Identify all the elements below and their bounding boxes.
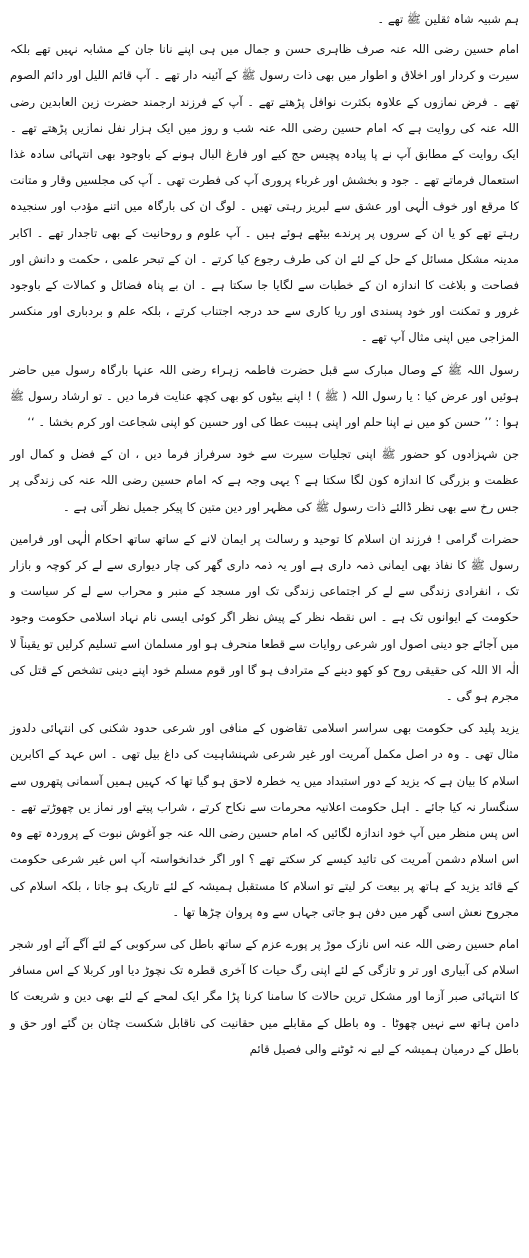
paragraph-fatima-request: رسول اللہ ﷺ کے وصال مبارک سے قبل حضرت فاطمہ زہراء رضی اللہ عنہا بارگاہ رسول میں حاضر ہوئیں اور عرض کیا : یا رسول اللہ ( ﷺ ) ! اپنے بیٹوں کو بھی کچھ عنایت فرما دیں ۔ تو ارشاد رسول ﷺ ہوا : ’’ حسن کو میں نے اپنا حلم اور اپنی ہیبت عطا کی اور حسین کو اپنی شجاعت اور کرم بخشا ۔ ‘‘ [10,362,519,430]
paragraph-excellence: جن شہزادوں کو حضور ﷺ اپنی تجلیات سیرت سے خود سرفراز فرما دیں ، ان کے فضل و کمال اور عظمت و بزرگی کا اندازہ کون لگا سکتا ہے ؟ یہی وجہ ہے کہ امام حسین رضی اللہ عنہ کی زندگی پر جس رخ سے بھی نظر ڈالئے ذات رسول ﷺ کی مظہر اور دین متین کا پیکر جمیل نظر آتی ہے ۔ [10,447,519,514]
opening-line: ہم شبیہ شاہ ثقلین ﷺ تھے ۔ [377,12,519,26]
paragraph-yazid-rule: یزید پلید کی حکومت بھی سراسر اسلامی تقاضوں کے منافی اور شرعی حدود شکنی کی انتہائی دلدوز مثال تھی ۔ وہ در اصل مکمل آمریت اور غیر شرعی شہنشاہیت کی داغ بیل تھی ۔ اس عہد کے اکابرین اسلام کا بیان ہے کہ یزید کے دور استبداد میں یہ خطرہ لاحق ہو گیا تھا کہ کہیں ہمیں آسمانی پتھروں سے سنگسار نہ کیا جائے ۔ اہل حکومت اعلانیہ محرمات سے نکاح کرتے ، شراب پیتے اور نماز یں چھوڑتے تھے ۔ اس پس منظر میں آپ خود اندازہ لگائیں کہ امام حسین رضی اللہ عنہ جو آغوش نبوت کے پروردہ تھے وہ اس اسلام دشمن آمریت کی تائید کیسے کر سکتے تھے ؟ اور اگر خدانخواستہ آپ اس غیر شرعی حکومت کے قائد یزید کے ہاتھ پر بیعت کر لیتے تو اسلام کا مستقبل ہمیشہ کے لئے تاریک ہو جاتا ، بلکہ اسلام کی مجروح نعش اسی گھر میں دفن ہو جاتی جہاں سے وہ پروان چڑھا تھا ۔ [10,721,519,919]
paragraph-hussain-stand: امام حسین رضی اللہ عنہ اس نازک موڑ پر پورے عزم کے ساتھ باطل کی سرکوبی کے لئے آگے آئے اور شجر اسلام کی آبیاری اور تر و تازگی کے لئے اپنی رگ حیات کا آخری قطرہ تک نچوڑ دیا اور کربلا کے اس مسافر کا انتہائی صبر آزما اور مشکل ترین حالات کا سامنا کرنا پڑا مگر ایک لمحے کے لئے بھی دین و شریعت کا دامن ہاتھ سے نہیں چھوٹا ۔ وہ باطل کے مقابلے میں حقانیت کی ناقابل شکست چٹان بن گئے اور حق و باطل کے درمیان ہمیشہ کے لیے نہ ٹوٹنے والی فصیل قائم [10,936,519,1056]
paragraph-character-of-imam-hussain: امام حسین رضی اللہ عنہ صرف ظاہری حسن و جمال میں ہی اپنے نانا جان کے مشابہ نہیں تھے بلکہ سیرت و کردار اور اخلاق و اطوار میں بھی ذات رسول ﷺ کے آئینہ دار تھے ۔ آپ قائم اللیل اور دائم الصوم تھے ۔ فرض نمازوں کے علاوہ بکثرت نوافل پڑھتے تھے ۔ آپ کے فرزند ارجمند حضرت زین العابدین رضی اللہ عنہ کی روایت ہے کہ امام حسین رضی اللہ عنہ شب و روز میں ایک ہزار نفل نمازیں پڑھتے تھے ۔ ایک روایت کے مطابق آپ نے پا پیادہ پچیس حج کیے اور فارغ البال ہونے کے باوجود بھی انتہائی سادہ غذا استعمال فرماتے تھے ۔ جود و بخشش اور غرباء پروری آپ کی فطرت تھی ۔ آپ کی مجلسیں وقار و متانت کا مرقع اور خوف الٰہی اور عشق سے لبریز رہتی تھیں ۔ لوگ ان کی بارگاہ میں اتنے مؤدب اور سنجیدہ رہتے تھے کو یا ان کے سروں پر پرندے بیٹھے ہوئے ہیں ۔ آپ علوم و روحانیت کے بھی تاجدار تھے ۔ اکابر مدینہ مشکل مسائل کے حل کے لئے ان کی طرف رجوع کیا کرتے ۔ ان کے تبحر علمی ، حکمت و دانش اور فصاحت و بلاغت کا اندازہ ان کے خطبات سے لگایا جا سکتا ہے ۔ ان بے پناہ فضائل و کمالات کے باوجود غرور و تمکنت اور خود پسندی اور ریا کاری سے حد درجہ اجتناب کرتے ، بلکہ علم و بردباری اور منکسر المزاجی میں اپنی مثال آپ تھے ۔ [10,42,519,345]
paragraph-islamic-duty: حضرات گرامی ! فرزند ان اسلام کا توحید و رسالت پر ایمان لانے کے ساتھ ساتھ احکام الٰہی اور فرامین رسول ﷺ کا نفاذ بھی ایمانی ذمہ داری ہے اور یہ ذمہ داری گھر کی چار دیواری سے لے کر کوچہ و بازار تک ، انفرادی زندگی سے لے کر اجتماعی زندگی تک اور مسجد کے منبر و محراب سے لے کر سیاست و حکومت کے ایوانوں تک ہے ۔ اس نقطہ نظر کے پیش نظر اگر کوئی ایسی نام نہاد اسلامی حکومت وجود میں آجائے جو دینی اصول اور شرعی روایات سے قطعا منحرف ہو اور مسلمان اسے تسلیم کرلیں تو یقیناً لا الٰہ الا اللہ کی حقیقی روح کو کھو دینے کے مترادف ہو گا اور قوم مسلم خود اپنے دینی تشخص کے قتل کی مجرم ہو گی ۔ [10,531,519,704]
